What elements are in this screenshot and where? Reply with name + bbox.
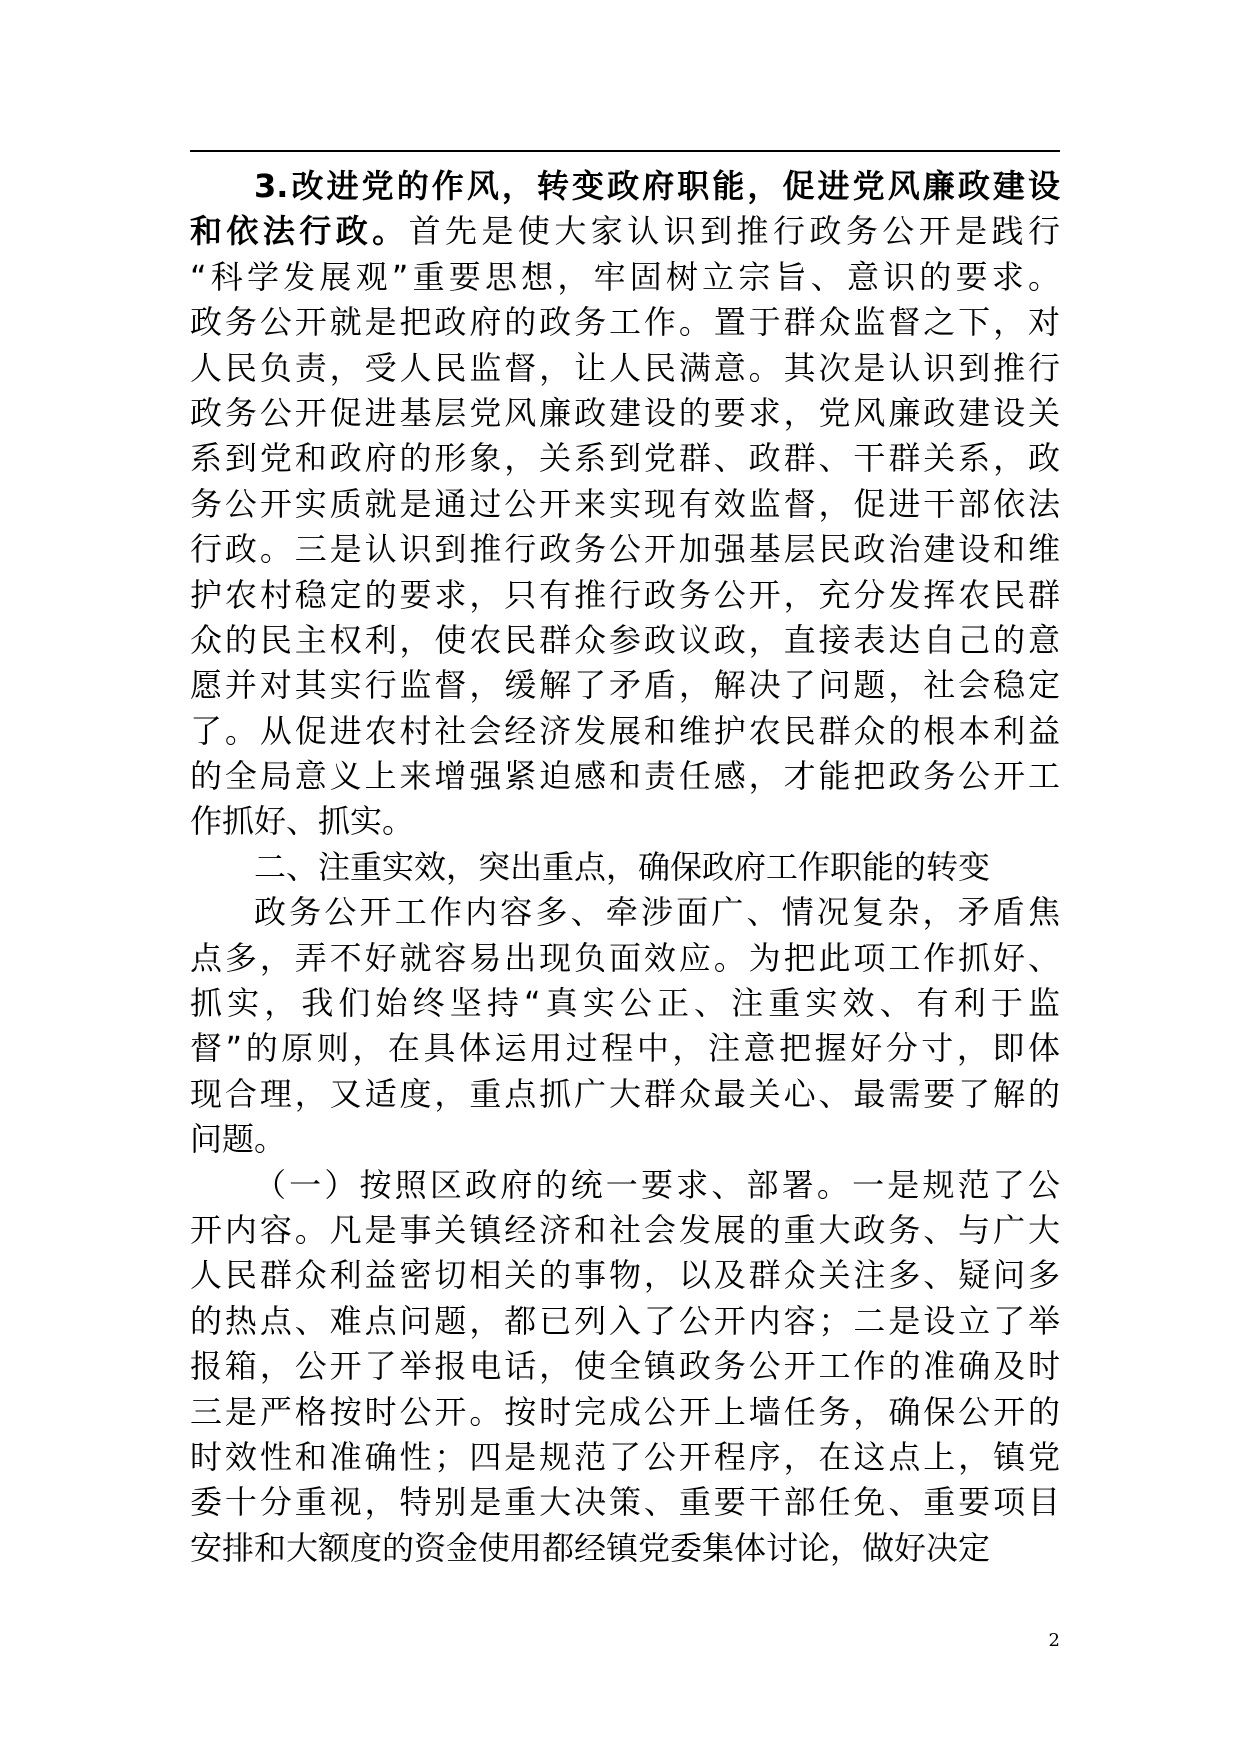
- page-number: 2: [1048, 1630, 1060, 1651]
- line-text: “科学发展观”重要思想，牢固树立宗旨、意识的要求。: [190, 257, 1060, 296]
- text-line: [190, 1208, 1060, 1253]
- text-line: [190, 799, 1060, 844]
- text-line: [190, 1435, 1060, 1480]
- line-text: 安排和大额度的资金使用都经镇党委集体讨论，做好决定: [190, 1528, 991, 1567]
- line-text: 点多，弄不好就容易出现负面效应。为把此项工作抓好、: [190, 938, 1060, 977]
- text-line: [190, 209, 1060, 254]
- text-line: [190, 573, 1060, 618]
- document-body: [190, 164, 1060, 1571]
- text-line: [190, 255, 1060, 300]
- header-rule: [190, 150, 1060, 152]
- line-text: 首先是使大家认识到推行政务公开是践行: [408, 212, 1060, 251]
- text-line: [190, 300, 1060, 345]
- text-line: [190, 1163, 1060, 1208]
- text-line: [190, 482, 1060, 527]
- line-text: 系到党和政府的形象，关系到党群、政群、干群关系，政: [190, 439, 1060, 478]
- text-line: [190, 709, 1060, 754]
- line-text: 委十分重视，特别是重大决策、重要干部任免、重要项目: [190, 1483, 1060, 1522]
- text-line: [190, 164, 1060, 209]
- text-line: [190, 1390, 1060, 1435]
- text-line: [190, 890, 1060, 935]
- line-text: 了。从促进农村社会经济发展和维护农民群众的根本利益: [190, 711, 1060, 750]
- text-line: [190, 1526, 1060, 1571]
- text-line: [190, 346, 1060, 391]
- line-text: 时效性和准确性；四是规范了公开程序，在这点上，镇党: [190, 1437, 1060, 1476]
- text-line: [190, 1072, 1060, 1117]
- line-text: 务公开实质就是通过公开来实现有效监督，促进干部依法: [190, 484, 1060, 523]
- line-text: 现合理，又适度，重点抓广大群众最关心、最需要了解的: [190, 1074, 1060, 1113]
- paragraph: [190, 845, 1060, 890]
- paragraph: [190, 164, 1060, 845]
- line-text: 人民群众利益密切相关的事物，以及群众关注多、疑问多: [190, 1256, 1060, 1295]
- line-text: 护农村稳定的要求，只有推行政务公开，充分发挥农民群: [190, 575, 1060, 614]
- line-text: 报箱，公开了举报电话，使全镇政务公开工作的准确及时: [190, 1347, 1060, 1386]
- text-line: [190, 1480, 1060, 1525]
- line-text: 人民负责，受人民监督，让人民满意。其次是认识到推行: [190, 348, 1060, 387]
- bold-heading-text: 和依法行政。: [190, 212, 409, 251]
- line-text: 作抓好、抓实。: [190, 802, 415, 841]
- line-text: 督”的原则，在具体运用过程中，注意把握好分寸，即体: [190, 1029, 1060, 1068]
- text-line: [190, 845, 1060, 890]
- text-line: [190, 663, 1060, 708]
- line-text: 二、注重实效，突出重点，确保政府工作职能的转变: [254, 847, 991, 886]
- bold-heading-text: 3.改进党的作风，转变政府职能，促进党风廉政建设: [254, 167, 1060, 205]
- text-line: [190, 754, 1060, 799]
- line-text: 三是严格按时公开。按时完成公开上墙任务，确保公开的: [190, 1392, 1060, 1431]
- text-line: [190, 1299, 1060, 1344]
- line-text: 愿并对其实行监督，缓解了矛盾，解决了问题，社会稳定: [190, 666, 1060, 705]
- line-text: 抓实，我们始终坚持“真实公正、注重实效、有利于监: [190, 984, 1060, 1023]
- line-text: 政务公开促进基层党风廉政建设的要求，党风廉政建设关: [190, 393, 1060, 432]
- line-text: 的热点、难点问题，都已列入了公开内容；二是设立了举: [190, 1301, 1060, 1340]
- paragraph: [190, 890, 1060, 1162]
- text-line: [190, 436, 1060, 481]
- text-line: [190, 1253, 1060, 1298]
- line-text: 政务公开就是把政府的政务工作。置于群众监督之下，对: [190, 303, 1060, 342]
- line-text: 的全局意义上来增强紧迫感和责任感，才能把政务公开工: [190, 757, 1060, 796]
- text-line: [190, 981, 1060, 1026]
- text-line: [190, 391, 1060, 436]
- line-text: 开内容。凡是事关镇经济和社会发展的重大政务、与广大: [190, 1210, 1060, 1249]
- text-line: [190, 1117, 1060, 1162]
- text-line: [190, 936, 1060, 981]
- text-line: [190, 618, 1060, 663]
- line-text: 问题。: [190, 1120, 287, 1159]
- text-line: [190, 1344, 1060, 1389]
- text-line: [190, 527, 1060, 572]
- paragraph: [190, 1163, 1060, 1572]
- line-text: （一）按照区政府的统一要求、部署。一是规范了公: [254, 1165, 1060, 1204]
- line-text: 行政。三是认识到推行政务公开加强基层民政治建设和维: [190, 530, 1060, 569]
- line-text: 众的民主权利，使农民群众参政议政，直接表达自己的意: [190, 620, 1060, 659]
- line-text: 政务公开工作内容多、牵涉面广、情况复杂，矛盾焦: [254, 893, 1060, 932]
- text-line: [190, 1026, 1060, 1071]
